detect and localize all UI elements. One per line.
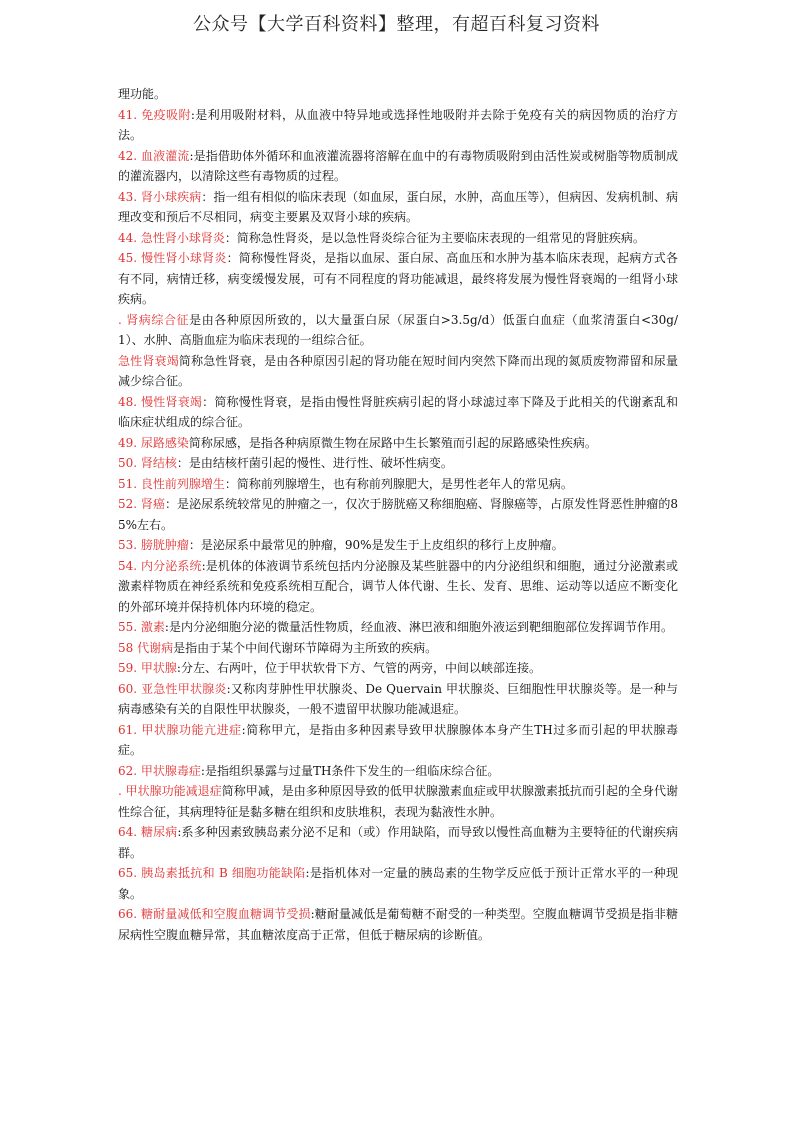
entry-definition: ：是由结核杆菌引起的慢性、进行性、破坏性病变。 [176,456,453,470]
entry-definition: 简称急性肾衰，是由各种原因引起的肾功能在短时间内突然下降而出现的氮质废物滞留和尿量减少综合征。 [118,353,678,388]
glossary-entry [118,453,678,474]
glossary-entry [118,638,678,659]
glossary-entry [118,310,678,351]
entry-term: 49. 尿路感染 [118,435,189,450]
entry-term: 42. 血液灌流 [118,148,190,163]
entry-term: 48. 慢性肾衰竭 [118,394,203,409]
entry-definition: :是利用吸附材料，从血液中特异地或选择性地吸附并去除于免疫有关的病因物质的治疗方法。 [118,107,679,142]
glossary-entry [118,822,678,863]
entry-term: 51. 良性前列腺增生 [118,476,225,491]
entry-term: 50. 肾结核 [118,456,177,470]
glossary-entry [118,228,678,249]
entry-definition: 是指由于某个中间代谢环节障碍为主所致的疾病。 [173,640,438,655]
glossary-content [118,84,678,945]
entry-term: 59. 甲状腺 [118,661,177,675]
glossary-entry [118,658,678,679]
entry-definition: 简称尿感，是指各种病原微生物在尿路中生长繁殖而引起的尿路感染性疾病。 [188,435,597,450]
entry-definition: 是由各种原因所致的，以大量蛋白尿（尿蛋白>3.5g/d）低蛋白血症（血浆清蛋白<30g/1）、水肿、高脂血症为临床表现的一组综合征。 [118,312,678,347]
entry-definition: ：简称前列腺增生，也有称前列腺肥大，是男性老年人的常见病。 [224,476,573,491]
entry-term: 60. 亚急性甲状腺炎 [118,681,227,696]
glossary-entry [118,392,678,433]
entry-term: 53. 膀胱肿瘤 [118,538,189,552]
page-header: 公众号【大学百科资料】整理，有超百科复习资料 [193,14,600,35]
entry-term: 58 代谢病 [118,640,174,655]
entry-definition: :是指组织暴露与过量TH条件下发生的一组临床综合征。 [200,763,500,778]
entry-term: 61. 甲状腺功能亢进症 [118,722,242,737]
entry-definition: :是指借助体外循环和血液灌流器将溶解在血中的有毒物质吸附到由活性炭或树脂等物质制成的灌流器内，以清除这些有毒物质的过程。 [118,148,679,183]
entry-term: 急性肾衰竭 [118,353,179,368]
glossary-entry [118,433,678,454]
entry-term: . 肾病综合征 [118,312,190,327]
glossary-entry [118,904,678,945]
entry-definition: 简称甲减，是由多种原因导致的低甲状腺激素血症或甲状腺激素抵抗而引起的全身代谢性综合征，其病理特征是黏多糖在组织和皮肤堆积，表现为黏液性水肿。 [118,784,678,819]
glossary-entry [118,187,678,228]
entry-definition: :是机体的体液调节系统包括内分泌腺及某些脏器中的内分泌组织和细胞，通过分泌激素或激素样物质在神经系统和免疫系统相互配合，调节人体代谢、生长、发育、思维、运动等以适应不断变化的外部环境并保持机体内环境的稳定。 [118,558,678,614]
entry-term: 44. 急性肾小球肾炎 [118,230,225,245]
glossary-entry [118,863,678,904]
entry-definition: :又称肉芽肿性甲状腺炎、De Quervain 甲状腺炎、巨细胞性甲状腺炎等。是一种与病毒感染有关的自限性甲状腺炎，一般不遗留甲状腺功能减退症。 [118,681,678,716]
glossary-entry: 理功能。 [118,87,167,101]
glossary-entry [118,761,678,782]
entry-definition: ：是泌尿系统较常见的肿瘤之一，仅次于膀胱癌又称细胞癌、肾腺癌等，占原发性肾恶性肿瘤的85%左右。 [118,497,678,532]
entry-term: 52. 肾癌 [118,497,165,511]
entry-term: 66. 糖耐量减低和空腹血糖调节受损 [118,907,311,921]
entry-definition: :分左、右两叶，位于甲状软骨下方、气管的两旁，中间以峡部连接。 [176,661,541,675]
entry-definition: :简称甲亢，是指由多种因素导致甲状腺腺体本身产生TH过多而引起的甲状腺毒症。 [118,722,678,757]
entry-definition: ：指一组有相似的临床表现（如血尿，蛋白尿，水肿，高血压等），但病因、发病机制、病理改变和预后不尽相同，病变主要累及双肾小球的疾病。 [118,189,678,224]
entry-definition: :糖耐量减低是葡萄糖不耐受的一种类型。空腹血糖调节受损是指非糖尿病性空腹血糖异常，其血糖浓度高于正常，但低于糖尿病的诊断值。 [118,907,679,942]
entry-definition: :是指机体对一定量的胰岛素的生物学反应低于预计正常水平的一种现象。 [118,866,678,901]
entry-term: . 甲状腺功能减退症 [118,784,222,798]
entry-term: 43. 肾小球疾病 [118,189,202,204]
glossary-entry [118,781,678,822]
entry-term: 64. 糖尿病 [118,825,178,839]
glossary-entry [118,679,678,720]
entry-term: 55. 激素 [118,620,165,634]
entry-definition: :是内分泌细胞分泌的微量活性物质，经血液、淋巴液和细胞外液运到靶细胞部位发挥调节作用。 [164,620,673,634]
entry-definition: :系多种因素致胰岛素分泌不足和（或）作用缺陷，而导致以慢性高血糖为主要特征的代谢疾病群。 [118,825,679,860]
entry-term: 41. 免疫吸附 [118,107,191,122]
glossary-entry [118,474,678,495]
glossary-entry [118,351,678,392]
glossary-entry [118,535,678,556]
entry-term: 45. 慢性肾小球肾炎 [118,251,227,265]
glossary-entry [118,146,678,187]
glossary-entry [118,720,678,761]
glossary-entry [118,617,678,638]
glossary-entry [118,494,678,535]
entry-definition: ：是泌尿系中最常见的肿瘤，90%是发生于上皮组织的移行上皮肿瘤。 [188,538,564,552]
entry-definition: ：简称慢性肾衰，是指由慢性肾脏疾病引起的肾小球滤过率下降及于此相关的代谢紊乱和临床症状组成的综合征。 [118,394,678,429]
glossary-entry [118,248,678,310]
entry-term: 54. 内分泌系统 [118,558,202,573]
entry-definition: ：简称急性肾炎，是以急性肾炎综合征为主要临床表现的一组常见的肾脏疾病。 [224,230,645,245]
glossary-entry [118,105,678,146]
entry-definition: ：简称慢性肾炎，是指以血尿、蛋白尿、高血压和水肿为基本临床表现，起病方式各有不同，病情迁移，病变缓慢发展，可有不同程度的肾功能减退，最终将发展为慢性肾衰竭的一组肾小球疾病。 [118,251,678,306]
glossary-entry [118,556,678,618]
entry-term: 65. 胰岛素抵抗和 B 细胞功能缺陷 [118,866,306,880]
entry-term: 62. 甲状腺毒症 [118,763,201,778]
